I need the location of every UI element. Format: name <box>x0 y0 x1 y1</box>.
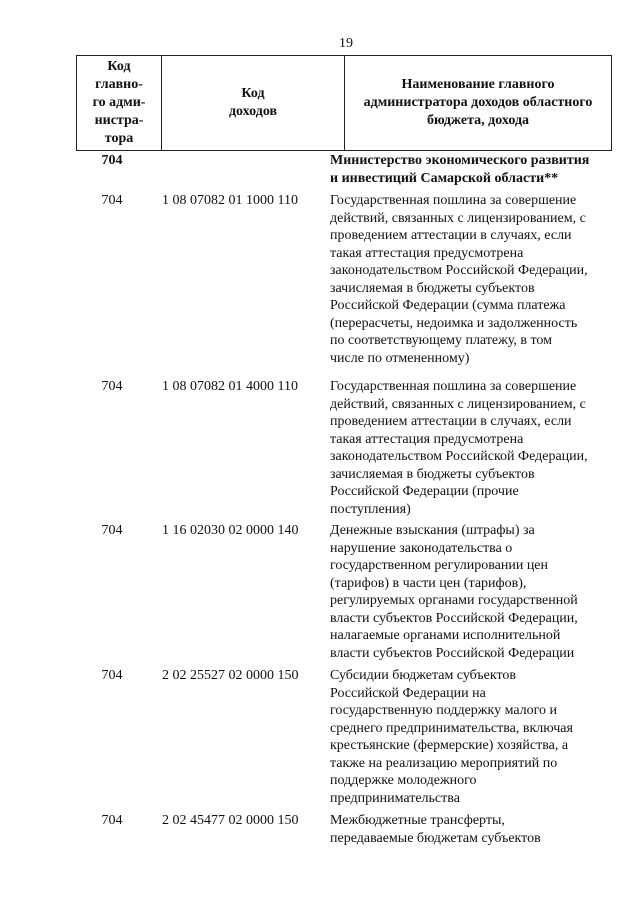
table-row <box>76 812 612 852</box>
admin-code-cell: 704 <box>101 153 123 168</box>
table-header <box>76 55 612 151</box>
header-name: Наименование главного администратора доходов областного бюджета, дохода <box>345 56 612 151</box>
page-number: 19 <box>339 36 353 51</box>
admin-code-cell: 704 <box>101 379 123 394</box>
admin-code-cell: 704 <box>101 193 123 208</box>
table-row <box>76 152 612 192</box>
name-cell: Государственная пошлина за совершение действий, связанных с лицензированием, с проведением аттестации в случаях, если такая аттестация предусмотрена законодательством Российской Федерации, зачисляемая в бюджеты субъектов Российской Федерации (прочие поступления) <box>330 379 588 517</box>
table-row <box>76 192 612 378</box>
admin-code-cell: 704 <box>101 523 123 538</box>
table-row <box>76 522 612 667</box>
name-cell: Межбюджетные трансферты, передаваемые бюджетам субъектов <box>330 813 541 846</box>
name-cell: Государственная пошлина за совершение действий, связанных с лицензированием, с проведением аттестации в случаях, если такая аттестация предусмотрена законодательством Российской Федерации, зачисляемая в бюджеты субъектов Российской Федерации (сумма платежа (перерасчеты, недоимка и задолженность по соответствующему платежу, в том числе по отмененному) <box>330 193 588 366</box>
income-code-cell: 2 02 25527 02 0000 150 <box>162 668 299 683</box>
table-body <box>76 152 612 852</box>
name-cell: Денежные взыскания (штрафы) за нарушение законодательства о государственном регулировании цен (тарифов) в части цен (тарифов), регулируемых органами государственной власти субъектов Российской Федерации, налагаемые органами исполнительной власти субъектов Российской Федерации <box>330 523 578 661</box>
income-code-cell: 2 02 45477 02 0000 150 <box>162 813 299 828</box>
name-cell: Министерство экономического развития и инвестиций Самарской области** <box>330 153 590 186</box>
table-row <box>76 667 612 812</box>
table-row <box>76 378 612 522</box>
name-cell: Субсидии бюджетам субъектов Российской Федерации на государственную поддержку малого и среднего предпринимательства, включая крестьянские (фермерские) хозяйства, а также на реализацию мероприятий по поддержке молодежного предпринимательства <box>330 668 573 806</box>
income-code-cell: 1 16 02030 02 0000 140 <box>162 523 299 538</box>
admin-code-cell: 704 <box>101 813 123 828</box>
income-code-cell: 1 08 07082 01 4000 110 <box>162 379 298 394</box>
admin-code-cell: 704 <box>101 668 123 683</box>
header-income-code: Код доходов <box>162 56 345 151</box>
header-admin-code: Код главно- го адми- нистра- тора <box>77 56 162 151</box>
income-code-cell: 1 08 07082 01 1000 110 <box>162 193 298 208</box>
